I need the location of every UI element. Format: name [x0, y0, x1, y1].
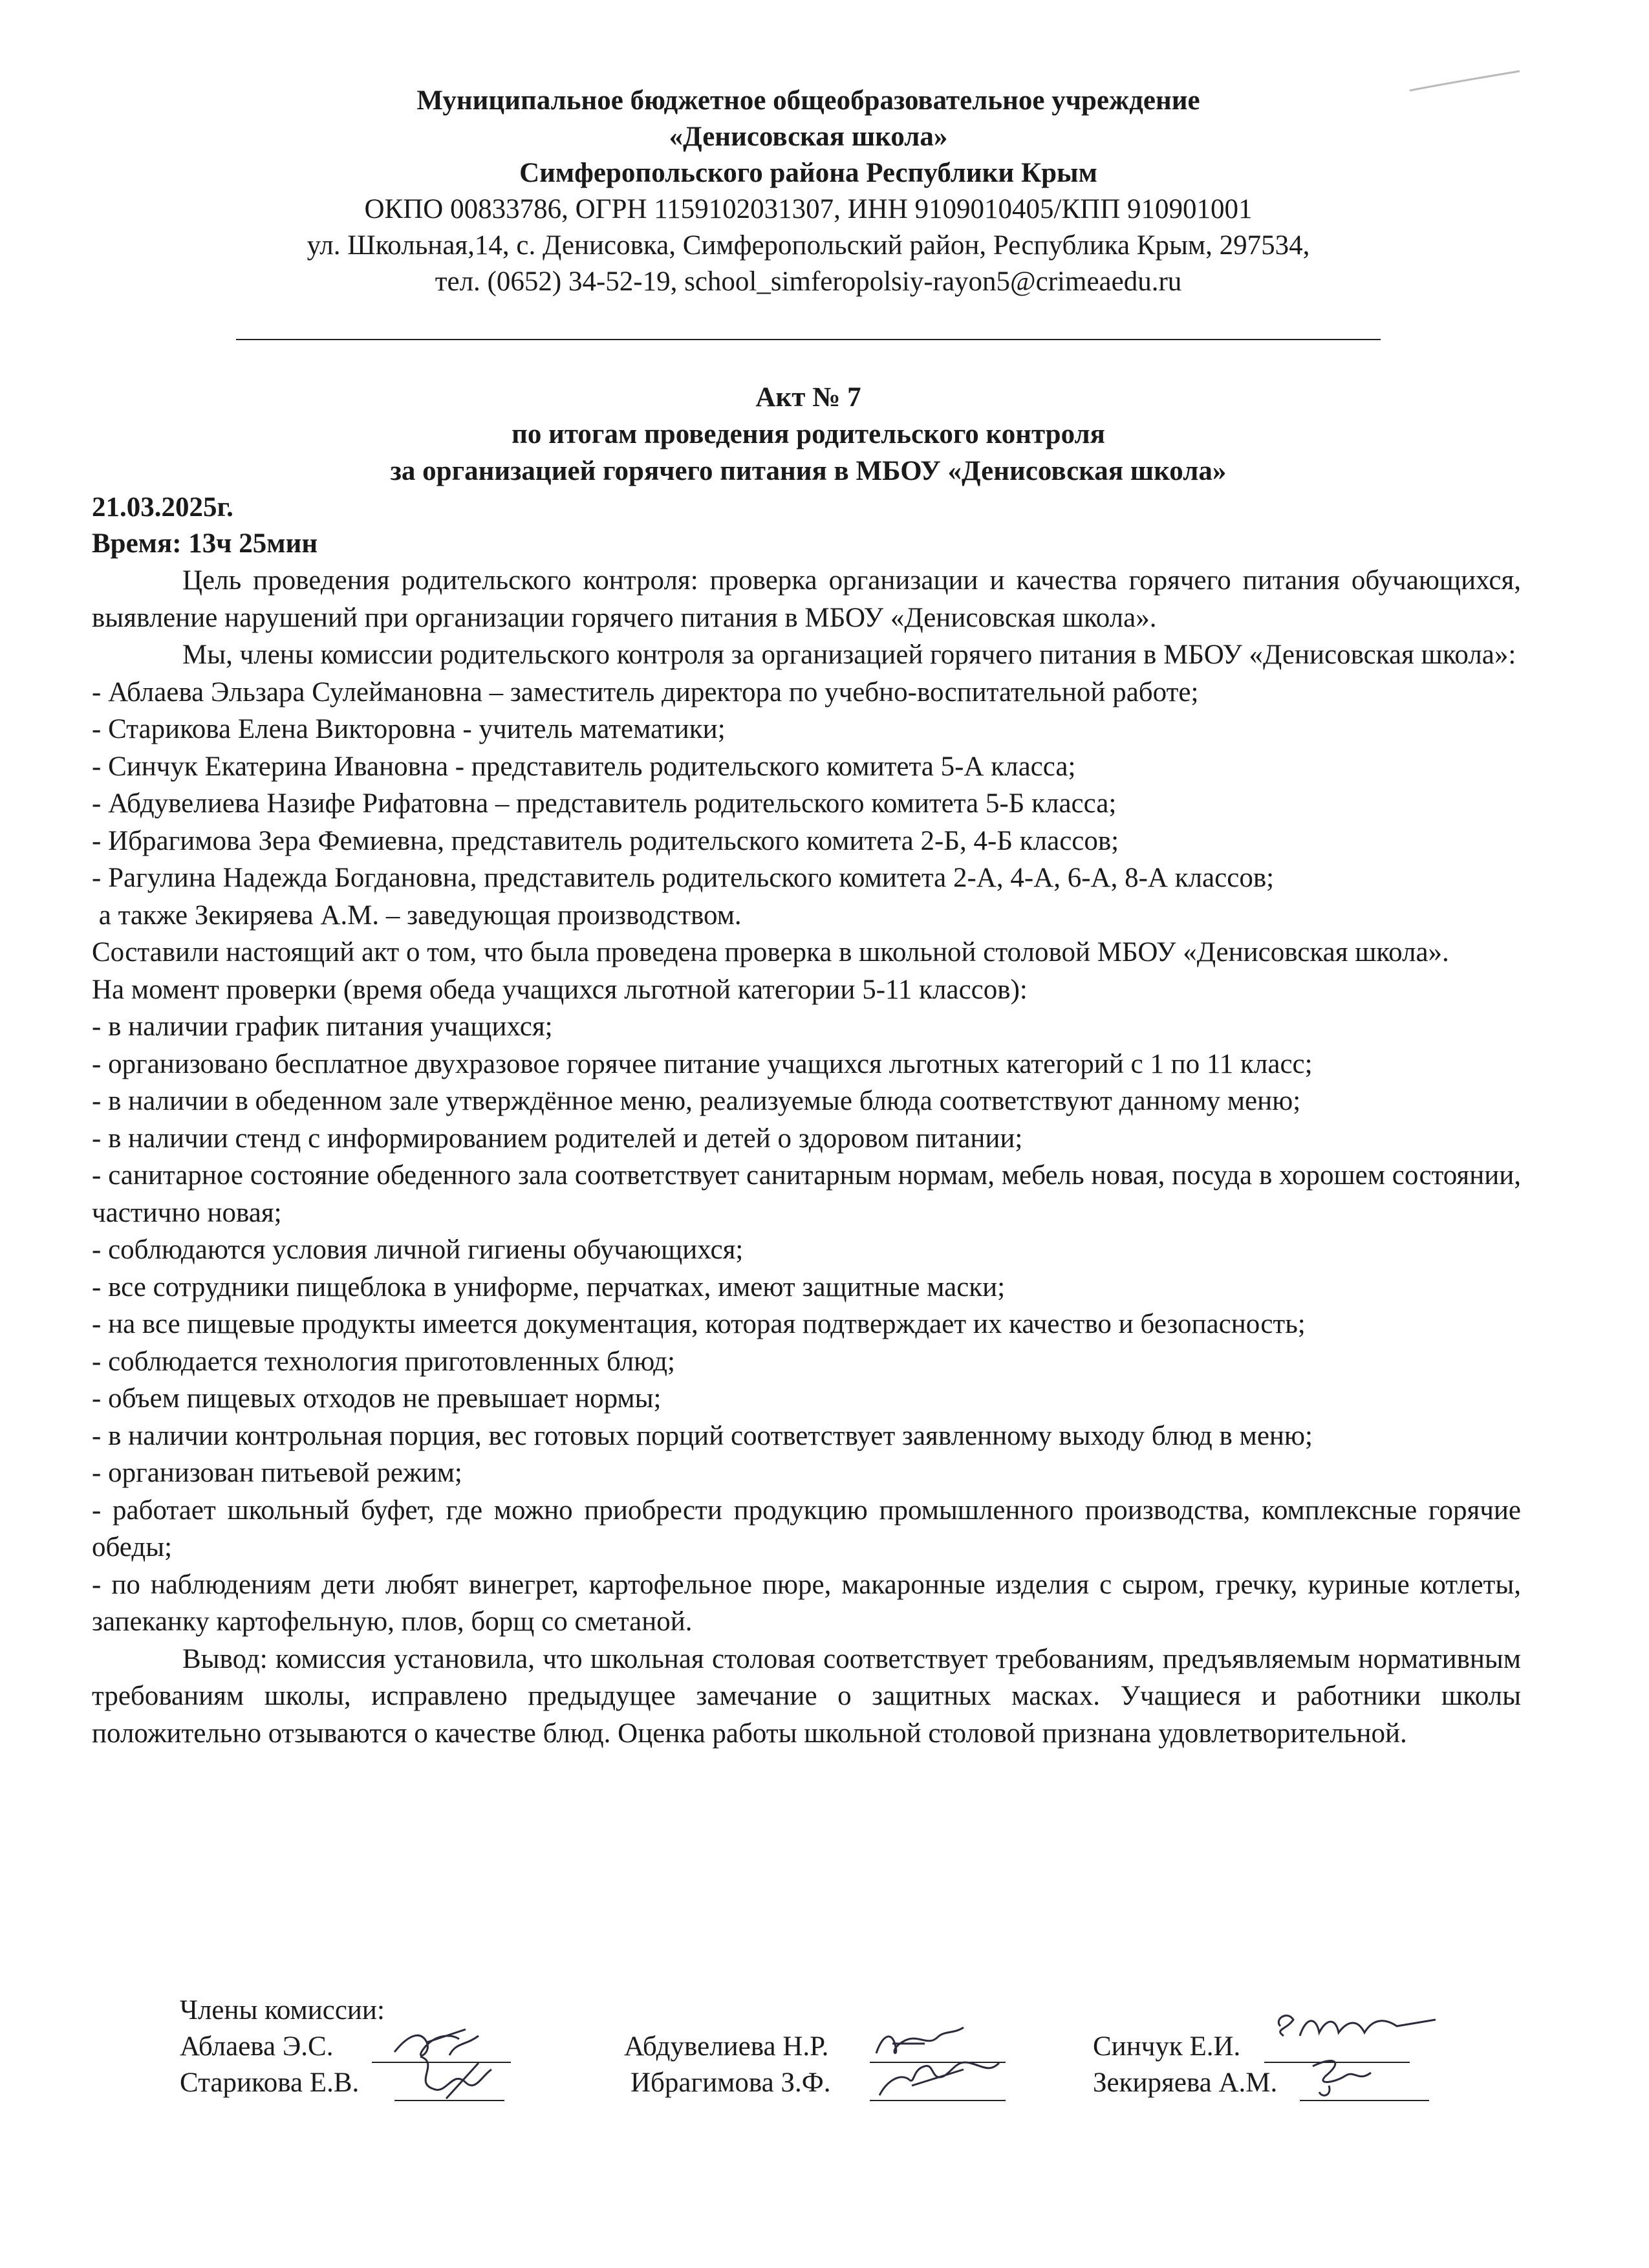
- finding-item: - организовано бесплатное двухразовое горячее питание учащихся льготных категорий с 1 по 11 класс;: [92, 1048, 1313, 1079]
- member-item: - Аблаева Эльзара Сулеймановна – заместитель директора по учебно-воспитательной работе;: [92, 676, 1199, 707]
- finding-item: - работает школьный буфет, где можно приобрести продукцию промышленного производства, комплексные горячие обеды;: [92, 1495, 1521, 1562]
- finding-item: - все сотрудники пищеблока в униформе, перчатках, имеют защитные маски;: [92, 1271, 1006, 1302]
- signature-name: Зекиряева А.М.: [1093, 2068, 1278, 2098]
- moment-paragraph: На момент проверки (время обеда учащихся льготной категории 5-11 классов):: [92, 974, 1028, 1005]
- document-body: [92, 562, 1521, 1752]
- address-line: ул. Школьная,14, с. Денисовка, Симферопольский район, Республика Крым, 297534,: [307, 230, 1310, 261]
- member-item: - Ибрагимова Зера Фемиевна, представитель родительского комитета 2-Б, 4-Б классов;: [92, 825, 1119, 856]
- finding-item: - санитарное состояние обеденного зала соответствует санитарным нормам, мебель новая, посуда в хорошем состоянии, частично новая;: [92, 1160, 1521, 1228]
- member-item: - Рагулина Надежда Богдановна, представитель родительского комитета 2-А, 4-А, 6-А, 8-А классов;: [92, 863, 1275, 893]
- signatures-heading: Члены комиссии:: [180, 1995, 385, 2025]
- signature-mark: [873, 2044, 1002, 2105]
- signature-name: Аблаева Э.С.: [180, 2031, 334, 2062]
- scan-artifact-mark: [1403, 65, 1526, 97]
- signature-name: Старикова Е.В.: [180, 2068, 360, 2098]
- signature-name: Абдувелиева Н.Р.: [624, 2031, 829, 2062]
- signature-name: Ибрагимова З.Ф.: [630, 2068, 831, 2098]
- member-item: - Старикова Елена Викторовна - учитель математики;: [92, 714, 726, 744]
- registration-codes: ОКПО 00833786, ОГРН 1159102031307, ИНН 9109010405/КПП 910901001: [364, 194, 1253, 224]
- finding-item: - объем пищевых отходов не превышает нормы;: [92, 1383, 662, 1414]
- finding-item: - в наличии контрольная порция, вес готовых порций соответствует заявленному выходу блюд в меню;: [92, 1420, 1313, 1451]
- district-line: Симферопольского района Республики Крым: [519, 158, 1097, 188]
- signature-mark: [401, 2044, 504, 2108]
- header-divider: [236, 339, 1381, 340]
- finding-item: - соблюдается технология приготовленных блюд;: [92, 1346, 675, 1377]
- org-name-line: Муниципальное бюджетное общеобразовательное учреждение: [416, 85, 1200, 116]
- document-time: Время: 13ч 25мин: [92, 528, 318, 559]
- conclusion-paragraph: Вывод: комиссия установила, что школьная столовая соответствует требованиям, предъявляемым нормативным требованиям школы, исправлено предыдущее замечание о защитных масках. Учащиеся и работники школы положительно отзываются о качестве блюд. Оценка работы школьной столовой признана удовлетворительной.: [92, 1643, 1521, 1749]
- signature-mark: [1300, 2047, 1384, 2102]
- act-number: Акт № 7: [755, 382, 861, 413]
- document-meta: [92, 490, 318, 562]
- intro-paragraph: Мы, члены комиссии родительского контроля за организацией горячего питания в МБОУ «Денисовская школа»:: [182, 640, 1516, 670]
- finding-item: - в наличии в обеденном зале утверждённое меню, реализуемые блюда соответствуют данному меню;: [92, 1086, 1301, 1116]
- member-item: - Абдувелиева Назифе Рифатовна – представитель родительского комитета 5-Б класса;: [92, 788, 1117, 819]
- purpose-paragraph: Цель проведения родительского контроля: проверка организации и качества горячего питания обучающихся, выявление нарушений при организации горячего питания в МБОУ «Денисовская школа».: [92, 565, 1521, 633]
- school-name-line: «Денисовская школа»: [669, 122, 948, 152]
- title-subject: по итогам проведения родительского контроля: [512, 419, 1105, 449]
- document-date: 21.03.2025г.: [92, 492, 233, 523]
- finding-item: - организован питьевой режим;: [92, 1458, 462, 1488]
- finding-item: - по наблюдениям дети любят винегрет, картофельное пюре, макаронные изделия с сыром, гречку, куриные котлеты, запеканку картофельную, плов, борщ со сметаной.: [92, 1569, 1521, 1637]
- finding-item: - на все пищевые продукты имеется документация, которая подтверждает их качество и безопасность;: [92, 1309, 1306, 1339]
- finding-item: - соблюдаются условия личной гигиены обучающихся;: [92, 1235, 744, 1265]
- contact-line: тел. (0652) 34-52-19, school_simferopolsiy-rayon5@crimeaedu.ru: [435, 266, 1182, 297]
- finding-item: - в наличии график питания учащихся;: [92, 1011, 553, 1042]
- signature-name: Синчук Е.И.: [1093, 2031, 1241, 2062]
- title-scope: за организацией горячего питания в МБОУ «Денисовская школа»: [390, 456, 1227, 486]
- member-item: - Синчук Екатерина Ивановна - представитель родительского комитета 5-А класса;: [92, 751, 1076, 782]
- finding-item: - в наличии стенд с информированием родителей и детей о здоровом питании;: [92, 1123, 1023, 1154]
- compiled-paragraph: Составили настоящий акт о том, что была проведена проверка в школьной столовой МБОУ «Денисовская школа».: [92, 937, 1449, 967]
- member-item: а также Зекиряева А.М. – заведующая производством.: [92, 900, 742, 931]
- organization-header: [194, 83, 1423, 300]
- document-title: [194, 379, 1423, 490]
